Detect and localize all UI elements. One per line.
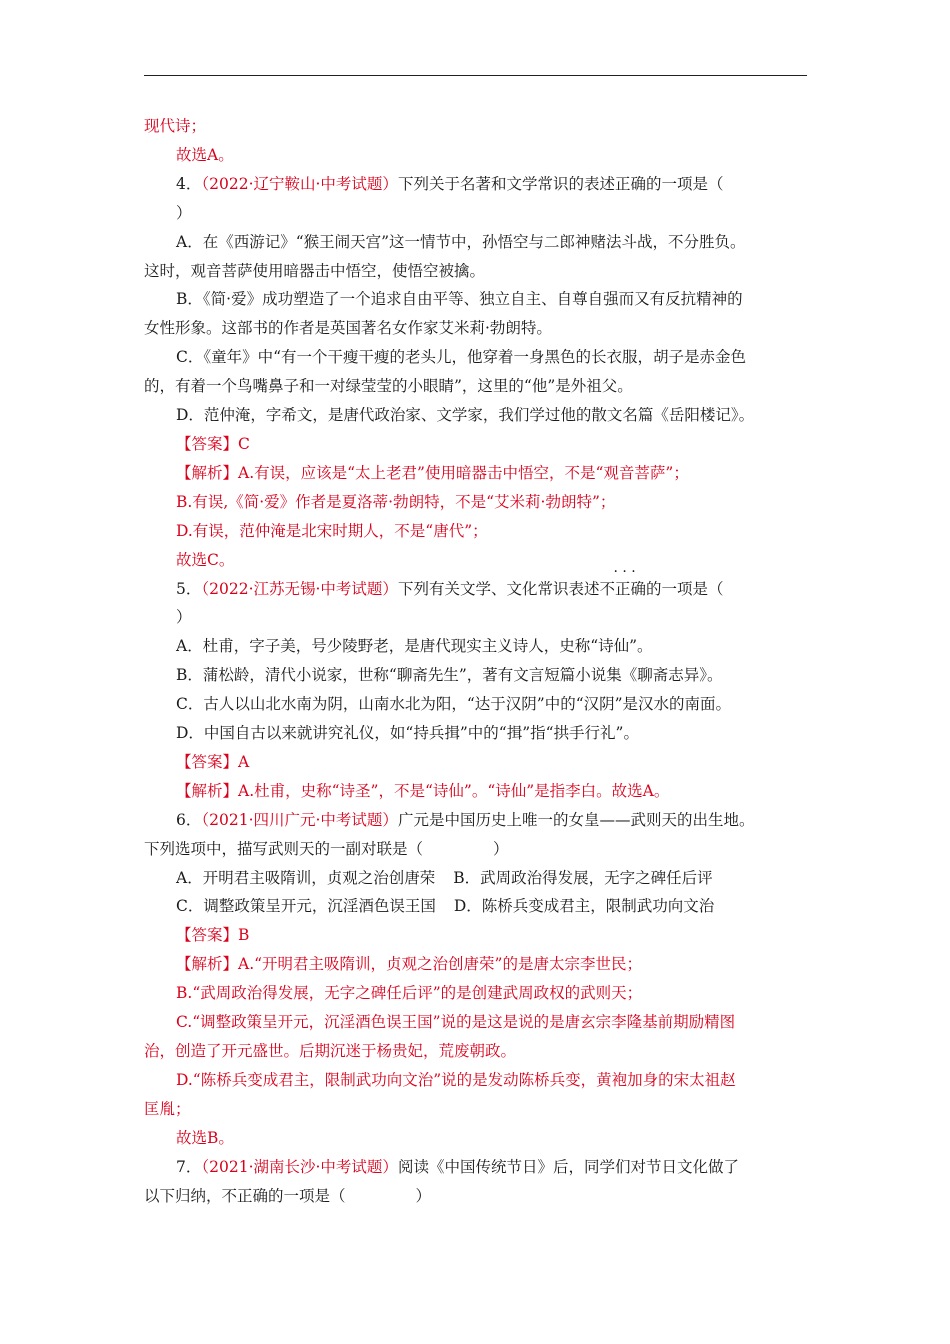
option-a: A．杜甫，字子美，号少陵野老，是唐代现实主义诗人，史称“诗仙”。 [176, 637, 653, 656]
question-number: 7． [176, 1157, 202, 1176]
answer-line [144, 430, 819, 459]
option-d: D．范仲淹，字希文，是唐代政治家、文学家，我们学过他的散文名篇《岳阳楼记》。 [176, 406, 755, 425]
explanation-text: A.有误，应该是“太上老君”使用暗器击中悟空，不是“观音菩萨”； [238, 463, 689, 482]
option-a-cont: 这时，观音菩萨使用暗器击中悟空，使悟空被擒。 [144, 261, 486, 280]
answer-value: B [238, 926, 250, 945]
text-line: 故选A。 [176, 145, 234, 164]
explanation-line [144, 950, 819, 979]
question-stem: 下列关于名著和文学常识的表述正确的一项是（ [397, 174, 724, 193]
answer-tag: 【答案】 [176, 926, 239, 945]
question-stem-cont: 下列选项中，描写武则天的一副对联是（ ） [144, 839, 509, 858]
selection-line: 故选C。 [176, 550, 235, 569]
option-d: D．中国自古以来就讲究礼仪，如“持兵揖”中的“揖”指“拱手行礼”。 [176, 724, 639, 743]
question-6 [144, 806, 819, 835]
option-c: C．调整政策呈开元，沉淫酒色误王国 [176, 897, 436, 916]
explanation-line [144, 459, 819, 488]
option-c: C．古人以山北水南为阴，山南水北为阳，“达于汉阴”中的“汉阴”是汉水的南面。 [176, 695, 732, 714]
option-b-cont: 女性形象。这部书的作者是英国著名女作家艾米莉·勃朗特。 [144, 319, 552, 338]
explanation-tag: 【解析】 [176, 463, 239, 482]
option-c: C．《童年》中“有一个干瘦干瘦的老头儿，他穿着一身黑色的长衣服，胡子是赤金色 [176, 348, 747, 367]
question-stem-end: 的一项是（ [645, 579, 724, 598]
question-source: （2022·辽宁鞍山·中考试题） [201, 174, 398, 193]
option-b: B．蒲松龄，清代小说家，世称“聊斋先生”，著有文言短篇小说集《聊斋志异》。 [176, 666, 723, 685]
explanation-text: A.杜甫，史称“诗圣”，不是“诗仙”。“诗仙”是指李白。故选A。 [238, 781, 670, 800]
options-cd [144, 892, 819, 921]
question-4 [144, 170, 819, 199]
question-stem: 下列有关文学、文化常识表述 [397, 579, 600, 598]
explanation-line-cont: 治，创造了开元盛世。后期沉迷于杨贵妃，荒废朝政。 [144, 1042, 517, 1060]
explanation-tag: 【解析】 [176, 781, 239, 800]
option-c-cont: 的，有着一个鸟嘴鼻子和一对绿莹莹的小眼睛”，这里的“他”是外祖父。 [144, 377, 633, 396]
header-rule [144, 75, 807, 76]
answer-line [144, 748, 819, 777]
question-number: 4． [176, 174, 202, 193]
option-a: A．在《西游记》“猴王闹天宫”这一情节中，孙悟空与二郎神赌法斗战，不分胜负。 [176, 232, 746, 251]
question-number: 6． [176, 810, 202, 829]
question-stem: 阅读《中国传统节日》后，同学们对节日文化做了 [397, 1157, 739, 1176]
explanation-line-cont: 匡胤； [144, 1099, 191, 1118]
explanation-line: D.有误，范仲淹是北宋时期人，不是“唐代”； [176, 521, 488, 540]
question-source: （2021·湖南长沙·中考试题） [201, 1157, 398, 1176]
explanation-tag: 【解析】 [176, 955, 239, 974]
answer-value: C [238, 434, 250, 453]
explanation-line: B.“武周政治得发展，无字之碑任后评”的是创建武周政权的武则天； [176, 984, 643, 1003]
explanation-line: C.“调整政策呈开元，沉淫酒色误王国”说的是这是说的是唐玄宗李隆基前期励精图 [176, 1013, 736, 1032]
question-close: ） [176, 203, 192, 222]
option-d: D．陈桥兵变成君主，限制武功向文治 [453, 897, 715, 916]
selection-line: 故选B。 [176, 1128, 234, 1147]
question-source: （2021·四川广元·中考试题） [201, 810, 398, 829]
explanation-line: D.“陈桥兵变成君主，限制武功向文治”说的是发动陈桥兵变，黄袍加身的宋太祖赵 [176, 1070, 736, 1089]
option-a: A．开明君主吸隋训，贞观之治创唐荣 [176, 868, 436, 887]
answer-tag: 【答案】 [176, 434, 239, 453]
emphasis-dotted: · · · 不正确 [599, 575, 646, 604]
question-source: （2022·江苏无锡·中考试题） [201, 579, 398, 598]
answer-line [144, 921, 819, 950]
question-stem: 广元是中国历史上唯一的女皇——武则天的出生地。 [397, 810, 755, 829]
answer-value: A [238, 752, 250, 771]
option-b: B．《简·爱》成功塑造了一个追求自由平等、独立自主、自尊自强而又有反抗精神的 [176, 290, 743, 309]
explanation-text: A.“开明君主吸隋训，贞观之治创唐荣”的是唐太宗李世民； [238, 955, 642, 974]
explanation-line: B.有误,《简·爱》作者是夏洛蒂·勃朗特，不是“艾米莉·勃朗特”； [176, 492, 616, 511]
answer-tag: 【答案】 [176, 752, 239, 771]
text-line: 现代诗； [144, 117, 207, 135]
explanation-line [144, 777, 819, 806]
document-body [144, 112, 819, 1210]
question-7 [144, 1153, 819, 1182]
options-ab [144, 864, 819, 893]
question-number: 5． [176, 579, 202, 598]
question-stem-cont: 以下归纳，不正确的一项是（ ） [144, 1186, 432, 1205]
option-b: B．武周政治得发展，无字之碑任后评 [453, 868, 713, 887]
question-close: ） [176, 608, 192, 627]
question-5 [144, 575, 819, 604]
